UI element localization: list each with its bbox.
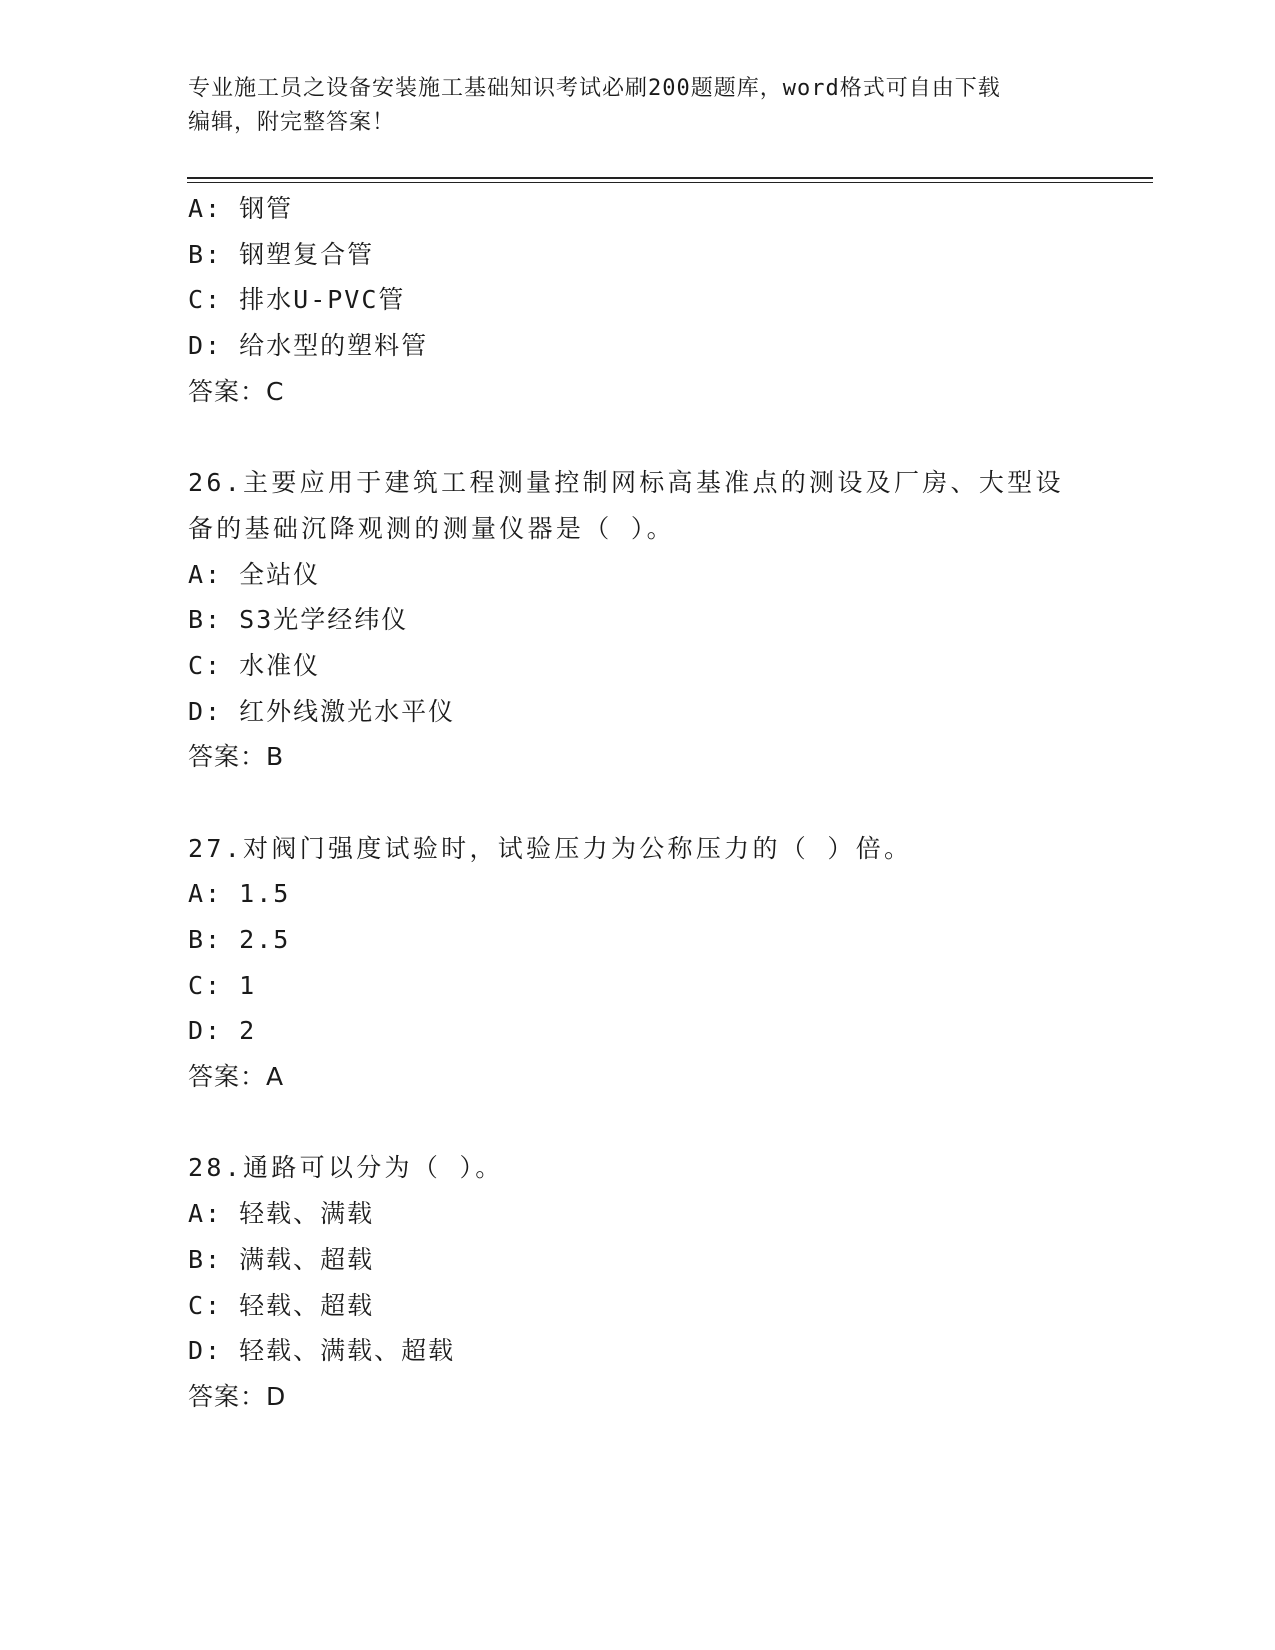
spacer [188, 1100, 1088, 1146]
option-a: A: 1.5 [188, 879, 291, 909]
question-25 [188, 186, 1088, 414]
header-divider-thick [187, 177, 1153, 179]
option-b: B: 满载、超载 [188, 1244, 375, 1274]
answer-line: 答案：B [188, 742, 285, 772]
question-27 [188, 826, 1088, 1100]
answer-line: 答案：A [188, 1062, 285, 1092]
question-stem: 28.通路可以分为（ ）。 [188, 1153, 504, 1183]
option-c: C: 排水U-PVC管 [188, 285, 406, 315]
header-title-line-2: 编辑，附完整答案！ [188, 110, 396, 135]
option-c: C: 1 [188, 970, 257, 1000]
answer-line: 答案：C [188, 376, 285, 406]
option-c: C: 轻载、超载 [188, 1290, 375, 1320]
header-divider-thin [187, 182, 1153, 183]
answer-line: 答案：D [188, 1381, 287, 1411]
option-d: D: 2 [188, 1016, 257, 1046]
question-stem-line-1: 26.主要应用于建筑工程测量控制网标高基准点的测设及厂房、大型设 [188, 468, 1064, 498]
option-d: D: 轻载、满载、超载 [188, 1336, 456, 1366]
option-a: A: 全站仪 [188, 559, 321, 589]
question-stem-line-2: 备的基础沉降观测的测量仪器是（ ）。 [188, 513, 675, 543]
document-header [188, 72, 1088, 140]
option-d: D: 红外线激光水平仪 [188, 696, 456, 726]
option-a: A: 轻载、满载 [188, 1199, 375, 1229]
option-b: B: 钢塑复合管 [188, 239, 375, 269]
header-title-line-1: 专业施工员之设备安装施工基础知识考试必刷200题题库，word格式可自由下载 [188, 76, 1001, 101]
question-26 [188, 460, 1088, 780]
question-stem [188, 460, 1088, 551]
question-list [188, 186, 1088, 1420]
question-stem: 27.对阀门强度试验时，试验压力为公称压力的（ ）倍。 [188, 833, 913, 863]
option-b: B: S3光学经纬仪 [188, 605, 409, 635]
option-c: C: 水准仪 [188, 650, 321, 680]
option-b: B: 2.5 [188, 925, 291, 955]
question-28 [188, 1145, 1088, 1419]
spacer [188, 414, 1088, 460]
option-a: A: 钢管 [188, 194, 294, 223]
option-d: D: 给水型的塑料管 [188, 331, 429, 361]
spacer [188, 780, 1088, 826]
